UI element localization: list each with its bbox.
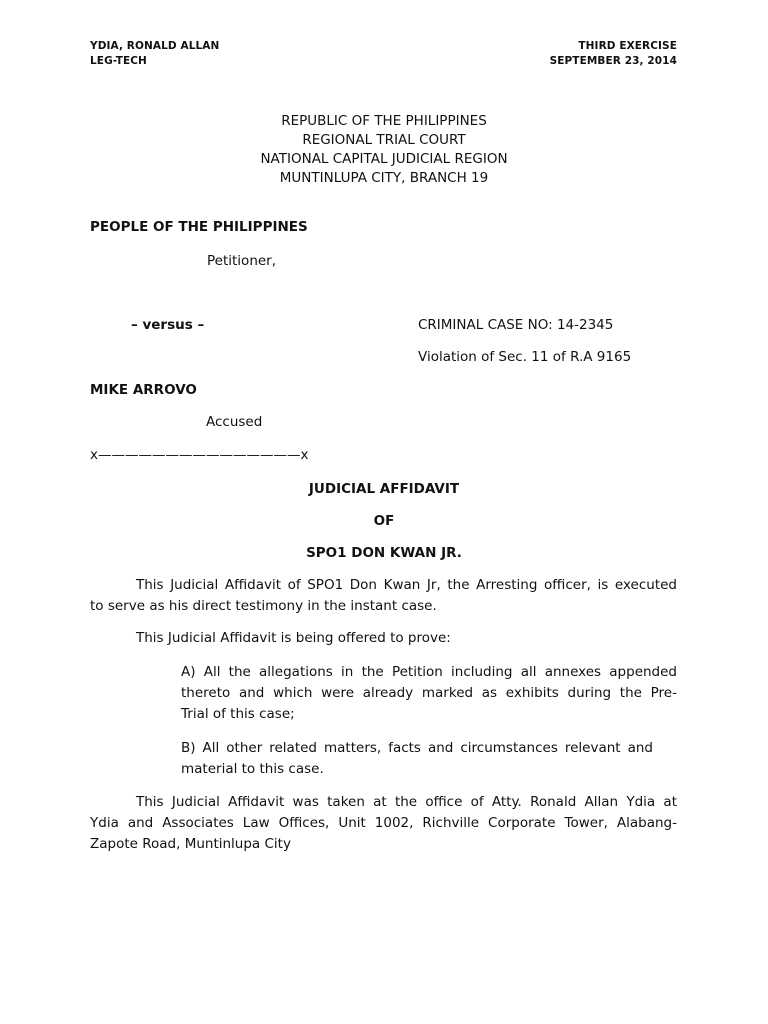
case-number-value: 14-2345	[556, 317, 614, 333]
paragraph-line: Ydia and Associates Law Offices, Unit 1002, Richville Corporate Tower, Alabang-	[90, 815, 677, 831]
plaintiff-name: PEOPLE OF THE PHILIPPINES	[90, 219, 308, 235]
paragraph-line: This Judicial Affidavit was taken at the office of Atty. Ronald Allan Ydia at	[136, 794, 677, 810]
case-number	[418, 317, 613, 333]
paragraph-line: This Judicial Affidavit of SPO1 Don Kwan Jr, the Arresting officer, is executed	[136, 577, 677, 593]
list-item-b	[181, 738, 653, 780]
court-line-city: MUNTINLUPA CITY, BRANCH 19	[279, 170, 489, 186]
header-exercise: THIRD EXERCISE	[578, 40, 677, 52]
affiant-name: SPO1 DON KWAN JR.	[306, 545, 462, 561]
affidavit-title: JUDICIAL AFFIDAVIT	[308, 481, 460, 497]
affidavit-of: OF	[373, 513, 395, 529]
plaintiff-role: Petitioner,	[207, 253, 277, 269]
list-item-line: material to this case.	[181, 761, 324, 777]
paragraph-line: to serve as his direct testimony in the instant case.	[90, 598, 437, 614]
court-line-rtc: REGIONAL TRIAL COURT	[302, 132, 466, 148]
header-author: YDIA, RONALD ALLAN	[90, 40, 220, 52]
court-heading	[0, 112, 768, 188]
versus-label: – versus –	[131, 317, 205, 333]
list-item-a	[181, 662, 677, 725]
violation-text: Violation of Sec. 11 of R.A 9165	[418, 349, 632, 365]
list-item-line: Trial of this case;	[181, 706, 295, 722]
list-item-line: thereto and which were already marked as exhibits during the Pre-	[181, 685, 677, 701]
case-number-label: CRIMINAL CASE NO:	[418, 317, 557, 333]
court-line-region: NATIONAL CAPITAL JUDICIAL REGION	[260, 151, 508, 167]
paragraph-line: Zapote Road, Muntinlupa City	[90, 836, 291, 852]
paragraph-purpose	[90, 575, 677, 617]
accused-name: MIKE ARROVO	[90, 382, 197, 398]
header-date: SEPTEMBER 23, 2014	[549, 55, 677, 67]
court-line-republic: REPUBLIC OF THE PHILIPPINES	[281, 113, 487, 129]
paragraph-location	[90, 792, 677, 855]
caption-separator: x———————————————x	[90, 447, 309, 463]
accused-role: Accused	[206, 414, 263, 430]
list-item-line: A) All the allegations in the Petition including all annexes appended	[181, 664, 677, 680]
list-item-line: B) All other related matters, facts and circumstances relevant and	[181, 740, 653, 756]
paragraph-offer: This Judicial Affidavit is being offered to prove:	[136, 630, 451, 646]
header-course: LEG-TECH	[90, 55, 147, 67]
